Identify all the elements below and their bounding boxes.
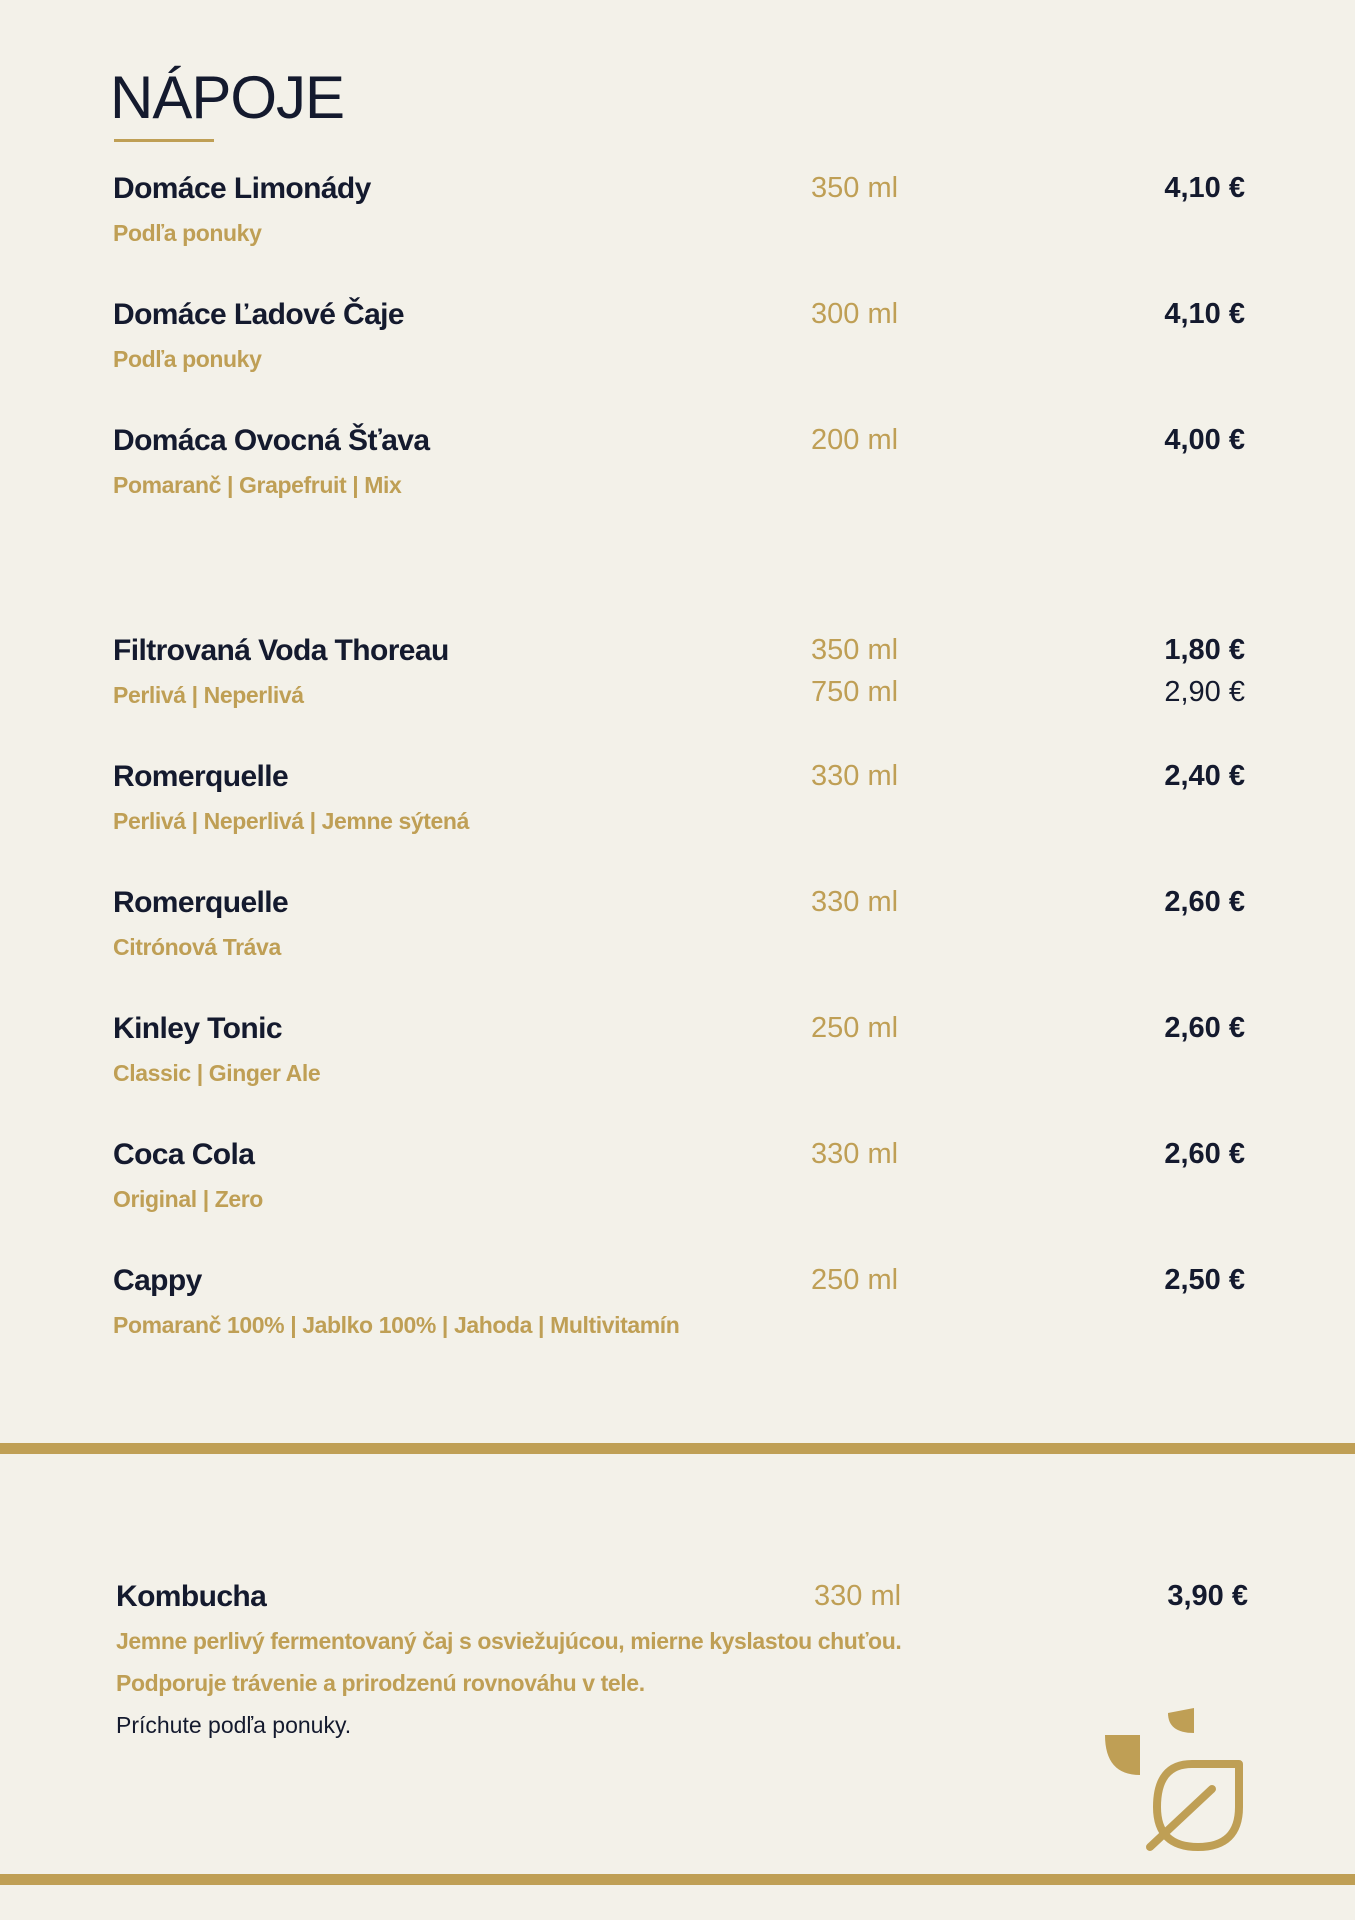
menu-item — [113, 760, 1245, 840]
menu-item — [113, 1138, 1245, 1218]
item-description: Citrónová Tráva — [113, 934, 281, 960]
item-price: 2,50 € — [1164, 1264, 1245, 1296]
item-volume: 350 ml — [811, 634, 899, 666]
item-price: 4,10 € — [1164, 298, 1245, 330]
item-description: Podľa ponuky — [113, 346, 262, 372]
menu-item — [113, 886, 1245, 966]
item-volume: 330 ml — [814, 1580, 902, 1612]
item-price: 1,80 € — [1164, 634, 1245, 666]
item-volume: 250 ml — [811, 1012, 899, 1044]
item-name: Filtrovaná Voda Thoreau — [113, 634, 449, 667]
menu-item — [113, 1012, 1245, 1092]
section-divider — [0, 1443, 1355, 1454]
item-volume: 250 ml — [811, 1264, 899, 1296]
item-volume: 330 ml — [811, 1138, 899, 1170]
item-name: Romerquelle — [113, 886, 289, 919]
item-name: Romerquelle — [113, 760, 289, 793]
item-price: 3,90 € — [1167, 1580, 1248, 1612]
menu-item — [113, 424, 1245, 504]
item-note: Príchute podľa ponuky. — [116, 1712, 352, 1738]
menu-item — [113, 172, 1245, 252]
item-name: Domáca Ovocná Šťava — [113, 424, 430, 457]
item-volume-secondary: 750 ml — [811, 676, 899, 708]
menu-title: NÁPOJE — [110, 64, 345, 131]
item-description: Perlivá | Neperlivá — [113, 682, 304, 708]
item-description: Pomaranč 100% | Jablko 100% | Jahoda | Multivitamín — [113, 1312, 680, 1338]
item-name: Kinley Tonic — [113, 1012, 282, 1045]
item-name: Coca Cola — [113, 1138, 255, 1171]
menu-item — [113, 634, 1245, 714]
item-name: Domáce Limonády — [113, 172, 371, 205]
item-volume: 330 ml — [811, 886, 899, 918]
item-name: Cappy — [113, 1264, 202, 1297]
title-underline — [114, 139, 214, 142]
item-volume: 330 ml — [811, 760, 899, 792]
item-description: Pomaranč | Grapefruit | Mix — [113, 472, 402, 498]
item-price: 2,60 € — [1164, 886, 1245, 918]
item-description: Podľa ponuky — [113, 220, 262, 246]
leaf-logo-icon — [1100, 1705, 1250, 1855]
item-price: 2,40 € — [1164, 760, 1245, 792]
item-price: 2,60 € — [1164, 1012, 1245, 1044]
item-name: Kombucha — [116, 1580, 267, 1613]
item-price: 4,10 € — [1164, 172, 1245, 204]
menu-item — [113, 298, 1245, 378]
kombucha-item — [116, 1580, 1248, 1750]
footer-divider — [0, 1874, 1355, 1885]
item-description: Original | Zero — [113, 1186, 263, 1212]
menu-item — [113, 1264, 1245, 1344]
item-description-line-1: Jemne perlivý fermentovaný čaj s osviežujúcou, mierne kyslastou chuťou. — [116, 1628, 902, 1654]
item-price-secondary: 2,90 € — [1164, 676, 1245, 708]
item-volume: 350 ml — [811, 172, 899, 204]
item-description: Classic | Ginger Ale — [113, 1060, 321, 1086]
item-description-line-2: Podporuje trávenie a prirodzenú rovnováhu v tele. — [116, 1670, 645, 1696]
item-description: Perlivá | Neperlivá | Jemne sýtená — [113, 808, 469, 834]
item-volume: 300 ml — [811, 298, 899, 330]
item-name: Domáce Ľadové Čaje — [113, 298, 404, 331]
item-price: 4,00 € — [1164, 424, 1245, 456]
item-price: 2,60 € — [1164, 1138, 1245, 1170]
item-volume: 200 ml — [811, 424, 899, 456]
